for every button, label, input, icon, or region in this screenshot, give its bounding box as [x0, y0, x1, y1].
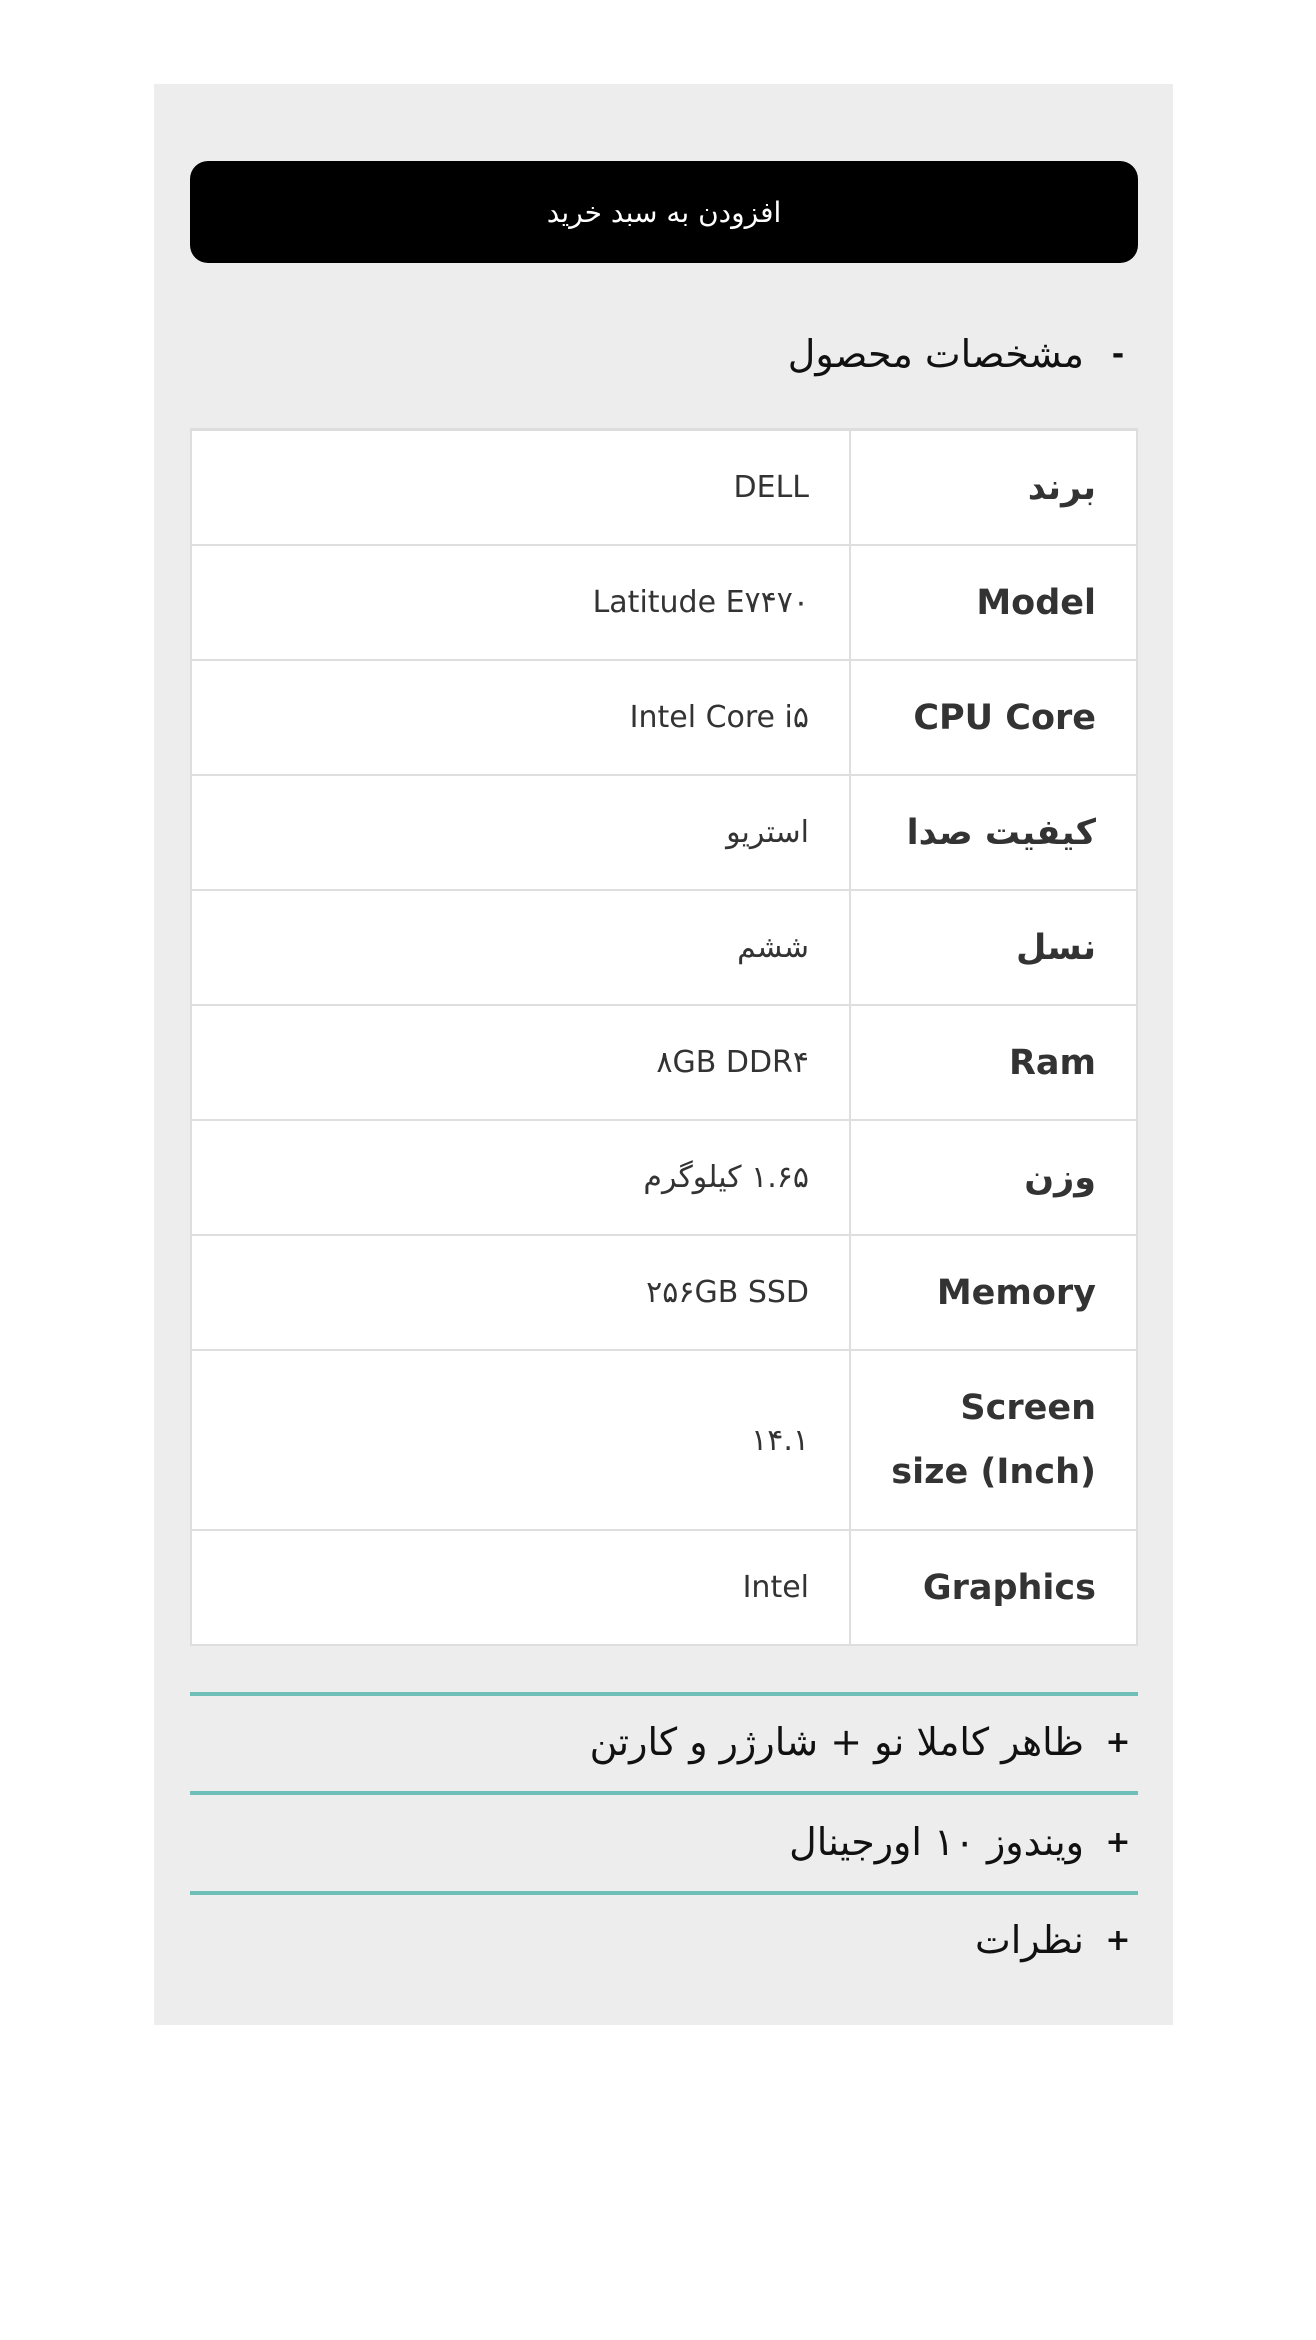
spec-key: Model [850, 545, 1137, 660]
expand-icon: + [1105, 1724, 1131, 1760]
spec-key: CPU Core [850, 660, 1137, 775]
spec-value: Intel [191, 1530, 850, 1645]
spec-row [191, 660, 1137, 775]
divider [190, 1692, 1138, 1696]
spec-value: Intel Core i۵ [191, 660, 850, 775]
specs-accordion-header[interactable] [190, 314, 1138, 394]
spec-row [191, 430, 1137, 546]
spec-row [191, 1120, 1137, 1235]
accordion-title: ویندوز ۱۰ اورجینال [789, 1820, 1084, 1864]
accordion-comments[interactable] [190, 1900, 1138, 1980]
collapse-icon: - [1111, 336, 1125, 372]
spec-value: ۱۴.۱ [191, 1350, 850, 1530]
spec-value: استریو [191, 775, 850, 890]
accordion-appearance[interactable] [190, 1702, 1138, 1782]
spec-value: ۲۵۶GB SSD [191, 1235, 850, 1350]
expand-icon: + [1105, 1922, 1131, 1958]
divider [190, 1891, 1138, 1895]
specs-title: مشخصات محصول [787, 332, 1084, 376]
accordion-title: ظاهر کاملا نو + شارژر و کارتن [589, 1720, 1084, 1764]
accordion-windows[interactable] [190, 1802, 1138, 1882]
specs-table [190, 428, 1138, 1646]
divider [190, 1791, 1138, 1795]
spec-row [191, 1005, 1137, 1120]
product-panel [154, 84, 1173, 2025]
spec-key: برند [850, 430, 1137, 546]
add-to-cart-button[interactable]: افزودن به سبد خرید [190, 161, 1138, 263]
spec-key: وزن [850, 1120, 1137, 1235]
spec-value: ۸GB DDR۴ [191, 1005, 850, 1120]
spec-key: کیفیت صدا [850, 775, 1137, 890]
spec-value: DELL [191, 430, 850, 546]
spec-key: Ram [850, 1005, 1137, 1120]
expand-icon: + [1105, 1824, 1131, 1860]
spec-row [191, 890, 1137, 1005]
spec-row [191, 545, 1137, 660]
spec-row [191, 1235, 1137, 1350]
spec-key: نسل [850, 890, 1137, 1005]
spec-row [191, 1530, 1137, 1645]
spec-key: Graphics [850, 1530, 1137, 1645]
spec-row [191, 775, 1137, 890]
spec-value: ۱.۶۵ کیلوگرم [191, 1120, 850, 1235]
spec-key: Memory [850, 1235, 1137, 1350]
spec-value: Latitude E۷۴۷۰ [191, 545, 850, 660]
spec-value: ششم [191, 890, 850, 1005]
spec-row [191, 1350, 1137, 1530]
spec-key: Screen size (Inch) [850, 1350, 1137, 1530]
accordion-title: نظرات [974, 1918, 1084, 1962]
